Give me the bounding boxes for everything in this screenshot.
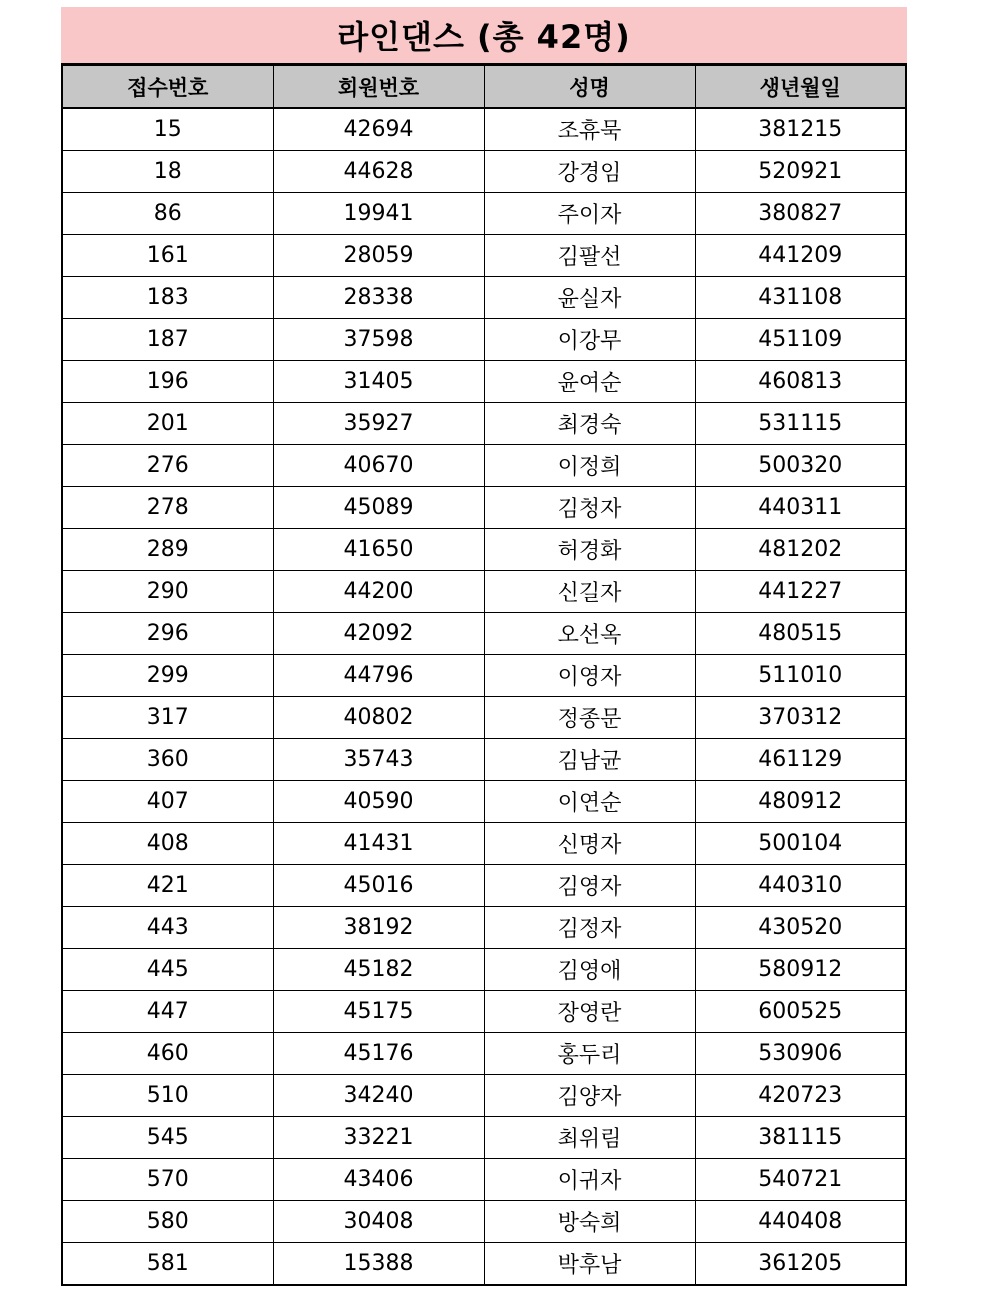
name-cell: 신명자	[484, 823, 695, 865]
member-number-cell: 44796	[273, 655, 484, 697]
table-row	[62, 445, 906, 487]
name-cell: 이강무	[484, 319, 695, 361]
birthdate-cell: 380827	[695, 193, 906, 235]
member-number-cell: 35927	[273, 403, 484, 445]
name-cell: 김정자	[484, 907, 695, 949]
member-number-cell: 28338	[273, 277, 484, 319]
name-cell: 장영란	[484, 991, 695, 1033]
name-cell: 정종문	[484, 697, 695, 739]
member-number-cell: 41650	[273, 529, 484, 571]
member-number-cell: 40802	[273, 697, 484, 739]
member-number-cell: 40670	[273, 445, 484, 487]
birthdate-cell: 430520	[695, 907, 906, 949]
name-cell: 조휴묵	[484, 108, 695, 151]
receipt-number-cell: 187	[62, 319, 273, 361]
member-number-cell: 38192	[273, 907, 484, 949]
roster-table	[61, 65, 907, 1286]
receipt-number-cell: 447	[62, 991, 273, 1033]
birthdate-cell: 461129	[695, 739, 906, 781]
receipt-number-cell: 161	[62, 235, 273, 277]
member-number-cell: 35743	[273, 739, 484, 781]
name-cell: 김영자	[484, 865, 695, 907]
birthdate-cell: 440408	[695, 1201, 906, 1243]
table-row	[62, 949, 906, 991]
member-number-cell: 44628	[273, 151, 484, 193]
name-cell: 김영애	[484, 949, 695, 991]
receipt-number-cell: 18	[62, 151, 273, 193]
table-row	[62, 529, 906, 571]
receipt-number-cell: 360	[62, 739, 273, 781]
name-cell: 최경숙	[484, 403, 695, 445]
name-cell: 신길자	[484, 571, 695, 613]
name-cell: 허경화	[484, 529, 695, 571]
birthdate-cell: 381215	[695, 108, 906, 151]
receipt-number-cell: 278	[62, 487, 273, 529]
receipt-number-cell: 445	[62, 949, 273, 991]
birthdate-cell: 500104	[695, 823, 906, 865]
column-header-member-number: 회원번호	[273, 66, 484, 109]
receipt-number-cell: 276	[62, 445, 273, 487]
name-cell: 오선옥	[484, 613, 695, 655]
table-row	[62, 361, 906, 403]
birthdate-cell: 500320	[695, 445, 906, 487]
receipt-number-cell: 15	[62, 108, 273, 151]
receipt-number-cell: 408	[62, 823, 273, 865]
receipt-number-cell: 580	[62, 1201, 273, 1243]
table-row	[62, 1159, 906, 1201]
table-row	[62, 108, 906, 151]
member-number-cell: 42092	[273, 613, 484, 655]
name-cell: 김팔선	[484, 235, 695, 277]
receipt-number-cell: 296	[62, 613, 273, 655]
member-number-cell: 45089	[273, 487, 484, 529]
name-cell: 최위림	[484, 1117, 695, 1159]
column-header-receipt-number: 접수번호	[62, 66, 273, 109]
birthdate-cell: 481202	[695, 529, 906, 571]
sheet-title: 라인댄스 (총 42명)	[61, 7, 907, 65]
birthdate-cell: 381115	[695, 1117, 906, 1159]
birthdate-cell: 531115	[695, 403, 906, 445]
member-number-cell: 42694	[273, 108, 484, 151]
receipt-number-cell: 510	[62, 1075, 273, 1117]
name-cell: 김양자	[484, 1075, 695, 1117]
member-number-cell: 45175	[273, 991, 484, 1033]
name-cell: 윤여순	[484, 361, 695, 403]
birthdate-cell: 480912	[695, 781, 906, 823]
member-number-cell: 31405	[273, 361, 484, 403]
receipt-number-cell: 570	[62, 1159, 273, 1201]
birthdate-cell: 530906	[695, 1033, 906, 1075]
table-row	[62, 907, 906, 949]
receipt-number-cell: 443	[62, 907, 273, 949]
receipt-number-cell: 196	[62, 361, 273, 403]
table-row	[62, 865, 906, 907]
table-row	[62, 277, 906, 319]
table-row	[62, 1033, 906, 1075]
birthdate-cell: 440310	[695, 865, 906, 907]
birthdate-cell: 440311	[695, 487, 906, 529]
table-row	[62, 193, 906, 235]
birthdate-cell: 540721	[695, 1159, 906, 1201]
member-number-cell: 43406	[273, 1159, 484, 1201]
column-header-name: 성명	[484, 66, 695, 109]
member-number-cell: 41431	[273, 823, 484, 865]
name-cell: 김남균	[484, 739, 695, 781]
receipt-number-cell: 183	[62, 277, 273, 319]
receipt-number-cell: 290	[62, 571, 273, 613]
member-number-cell: 44200	[273, 571, 484, 613]
receipt-number-cell: 545	[62, 1117, 273, 1159]
member-number-cell: 34240	[273, 1075, 484, 1117]
name-cell: 이귀자	[484, 1159, 695, 1201]
birthdate-cell: 520921	[695, 151, 906, 193]
name-cell: 이연순	[484, 781, 695, 823]
member-number-cell: 19941	[273, 193, 484, 235]
birthdate-cell: 460813	[695, 361, 906, 403]
table-row	[62, 487, 906, 529]
table-row	[62, 697, 906, 739]
name-cell: 홍두리	[484, 1033, 695, 1075]
name-cell: 강경임	[484, 151, 695, 193]
member-number-cell: 45182	[273, 949, 484, 991]
receipt-number-cell: 421	[62, 865, 273, 907]
table-row	[62, 613, 906, 655]
receipt-number-cell: 317	[62, 697, 273, 739]
member-number-cell: 15388	[273, 1243, 484, 1286]
member-number-cell: 45176	[273, 1033, 484, 1075]
table-row	[62, 823, 906, 865]
birthdate-cell: 431108	[695, 277, 906, 319]
roster-sheet	[61, 7, 907, 1286]
table-row	[62, 151, 906, 193]
birthdate-cell: 370312	[695, 697, 906, 739]
birthdate-cell: 600525	[695, 991, 906, 1033]
table-row	[62, 403, 906, 445]
birthdate-cell: 361205	[695, 1243, 906, 1286]
member-number-cell: 40590	[273, 781, 484, 823]
table-row	[62, 739, 906, 781]
name-cell: 김청자	[484, 487, 695, 529]
name-cell: 방숙희	[484, 1201, 695, 1243]
name-cell: 이정희	[484, 445, 695, 487]
column-header-birthdate: 생년월일	[695, 66, 906, 109]
table-row	[62, 781, 906, 823]
birthdate-cell: 420723	[695, 1075, 906, 1117]
receipt-number-cell: 289	[62, 529, 273, 571]
birthdate-cell: 480515	[695, 613, 906, 655]
table-row	[62, 1201, 906, 1243]
birthdate-cell: 511010	[695, 655, 906, 697]
birthdate-cell: 451109	[695, 319, 906, 361]
member-number-cell: 28059	[273, 235, 484, 277]
name-cell: 주이자	[484, 193, 695, 235]
table-row	[62, 991, 906, 1033]
table-row	[62, 1075, 906, 1117]
member-number-cell: 37598	[273, 319, 484, 361]
receipt-number-cell: 407	[62, 781, 273, 823]
member-number-cell: 30408	[273, 1201, 484, 1243]
receipt-number-cell: 86	[62, 193, 273, 235]
receipt-number-cell: 581	[62, 1243, 273, 1286]
name-cell: 이영자	[484, 655, 695, 697]
name-cell: 윤실자	[484, 277, 695, 319]
table-row	[62, 319, 906, 361]
birthdate-cell: 441209	[695, 235, 906, 277]
table-row	[62, 571, 906, 613]
member-number-cell: 33221	[273, 1117, 484, 1159]
table-row	[62, 1243, 906, 1286]
table-row	[62, 655, 906, 697]
receipt-number-cell: 201	[62, 403, 273, 445]
member-number-cell: 45016	[273, 865, 484, 907]
table-row	[62, 235, 906, 277]
roster-body	[62, 108, 906, 1285]
receipt-number-cell: 299	[62, 655, 273, 697]
name-cell: 박후남	[484, 1243, 695, 1286]
receipt-number-cell: 460	[62, 1033, 273, 1075]
table-row	[62, 1117, 906, 1159]
birthdate-cell: 441227	[695, 571, 906, 613]
birthdate-cell: 580912	[695, 949, 906, 991]
header-row	[62, 66, 906, 109]
